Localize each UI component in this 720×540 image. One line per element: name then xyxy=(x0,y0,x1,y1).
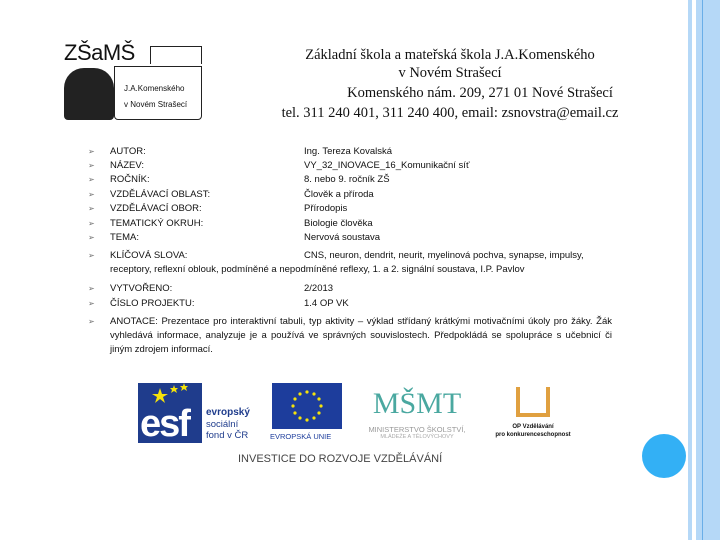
info-label: VYTVOŘENO: xyxy=(110,283,173,294)
esf-logo xyxy=(138,383,248,443)
info-label: VZDĚLÁVACÍ OBOR: xyxy=(110,203,202,214)
eu-text: EVROPSKÁ UNIE xyxy=(270,432,332,441)
bullet-icon: ➢ xyxy=(88,299,95,308)
info-label: ČÍSLO PROJEKTU: xyxy=(110,298,195,309)
bullet-icon: ➢ xyxy=(88,175,95,184)
op-text: pro konkurenceschopnost xyxy=(495,432,571,438)
bullet-icon: ➢ xyxy=(88,233,95,242)
keywords-cont: receptory, reflexní oblouk, podmíněné a nepodmíněné reflexy, 1. a 2. signální soustava, I.P. Pavlov xyxy=(110,264,525,275)
info-value: Člověk a příroda xyxy=(304,189,374,200)
header-line: Základní škola a mateřská škola J.A.Komenského xyxy=(305,47,595,63)
bullet-icon: ➢ xyxy=(88,251,95,260)
info-value: 8. nebo 9. ročník ZŠ xyxy=(304,174,390,185)
keywords-value: CNS, neuron, dendrit, neurit, myelinová pochva, synapse, impulsy, xyxy=(304,250,584,261)
info-label: VZDĚLÁVACÍ OBLAST: xyxy=(110,189,211,200)
msmt-text: MINISTERSTVO ŠKOLSTVÍ, xyxy=(368,425,466,434)
logo-text: J.A.Komenského xyxy=(124,84,185,93)
msmt-text: MLÁDEŽE A TĚLOVÝCHOVY xyxy=(380,434,454,440)
bullet-icon: ➢ xyxy=(88,317,95,326)
info-value: VY_32_INOVACE_16_Komunikační síť xyxy=(304,160,470,171)
border-stripe xyxy=(696,0,720,540)
header-line: tel. 311 240 401, 311 240 400, email: zsnovstra@email.cz xyxy=(281,105,619,121)
border-stripe xyxy=(688,0,692,540)
msmt-wordmark: MŠMT xyxy=(372,387,462,420)
info-value: Ing. Tereza Kovalská xyxy=(304,146,393,157)
bullet-icon: ➢ xyxy=(88,204,95,213)
info-label: ROČNÍK: xyxy=(110,174,150,185)
info-label: TEMATICKÝ OKRUH: xyxy=(110,218,204,229)
bullet-icon: ➢ xyxy=(88,284,95,293)
info-value: Přírodopis xyxy=(304,203,348,214)
eu-flag-icon xyxy=(272,383,342,429)
info-value: 1.4 OP VK xyxy=(304,298,349,309)
border-line xyxy=(702,0,703,540)
esf-text: evropský xyxy=(206,407,250,418)
star-icon xyxy=(138,383,202,405)
logo-text: v Novém Strašecí xyxy=(124,100,188,109)
decor-circle xyxy=(642,434,686,478)
invest-slogan: INVESTICE DO ROZVOJE VZDĚLÁVÁNÍ xyxy=(238,453,443,465)
info-value: Biologie člověka xyxy=(304,218,373,229)
header-line: v Novém Strašecí xyxy=(398,65,502,81)
esf-text: fond v ČR xyxy=(206,430,249,441)
info-label: TEMA: xyxy=(110,232,140,243)
bullet-icon: ➢ xyxy=(88,219,95,228)
bullet-icon: ➢ xyxy=(88,161,95,170)
op-text: OP Vzdělávání xyxy=(512,424,554,430)
esf-wordmark: esf xyxy=(140,405,189,443)
bullet-icon: ➢ xyxy=(88,147,95,156)
logo-text: ZŠaMŠ xyxy=(64,40,135,65)
annotation: ANOTACE: Prezentace pro interaktivní tabuli, typ aktivity – výklad střídaný krátkými motivačními úkoly pro žáky. Žák vyhledává informace, analyzuje je a používá ve správných souvislostech. Předpokládá se spolupráce s učebnicí či jiným zdrojem informací. xyxy=(110,316,612,355)
info-value: 2/2013 xyxy=(304,283,334,294)
info-label: AUTOR: xyxy=(110,146,146,157)
info-value: Nervová soustava xyxy=(304,232,381,243)
info-label: NÁZEV: xyxy=(110,160,144,171)
keywords-label: KLÍČOVÁ SLOVA: xyxy=(110,250,188,261)
esf-text: sociální xyxy=(206,419,239,430)
op-logo xyxy=(488,383,578,443)
eu-logo xyxy=(270,383,345,443)
header-line: Komenského nám. 209, 271 01 Nové Strašecí xyxy=(347,85,613,101)
bullet-icon: ➢ xyxy=(88,190,95,199)
school-logo xyxy=(62,40,207,122)
msmt-logo xyxy=(352,383,482,443)
